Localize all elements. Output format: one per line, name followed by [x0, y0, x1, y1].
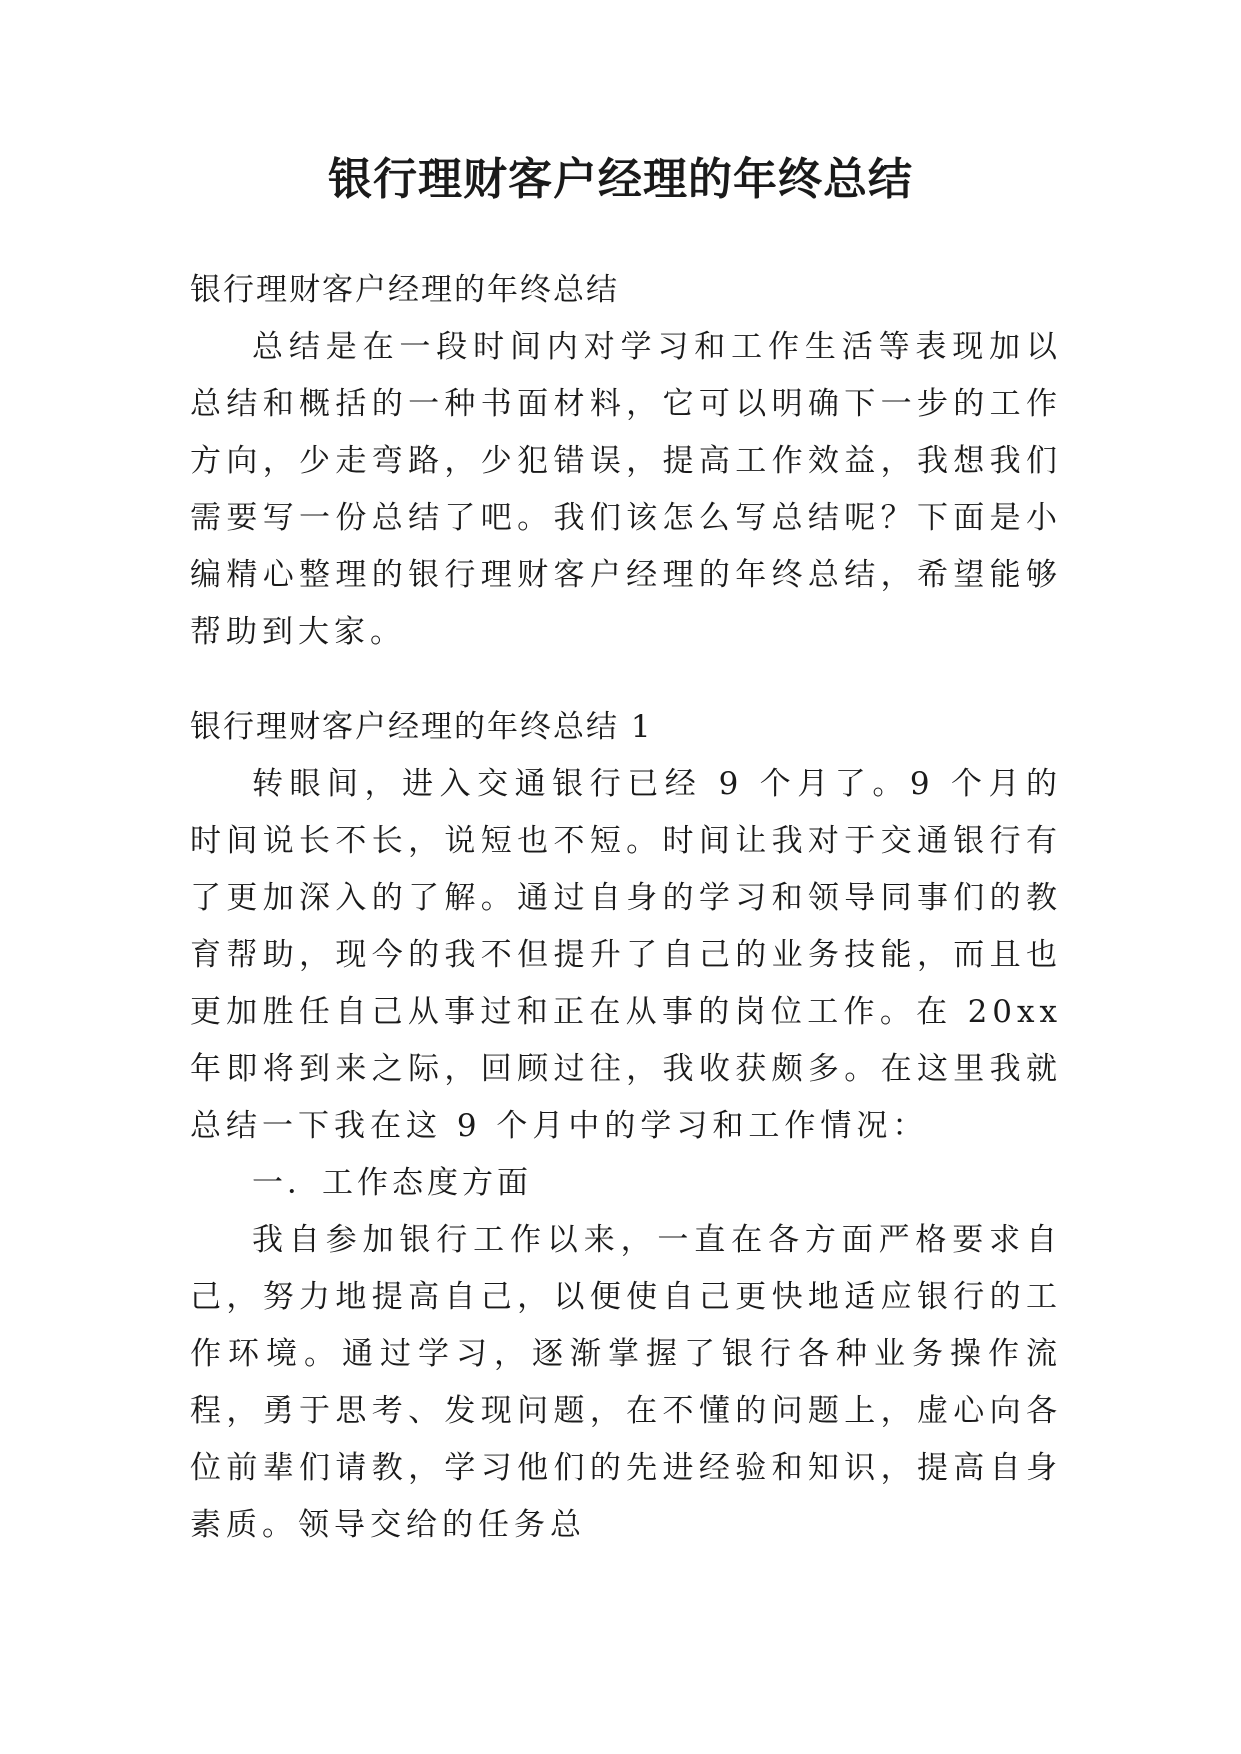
section-1-heading: 银行理财客户经理的年终总结 1 [190, 709, 653, 745]
document-title: 银行理财客户经理的年终总结 [328, 154, 913, 205]
intro-paragraph: 总结是在一段时间内对学习和工作生活等表现加以总结和概括的一种书面材料，它可以明确下一步的工作方向，少走弯路，少犯错误，提高工作效益，我想我们需要写一份总结了吧。我们该怎么写总结呢？下面是小编精心整理的银行理财客户经理的年终总结，希望能够帮助到大家。 [190, 329, 1062, 650]
section-1 [190, 699, 1062, 1554]
intro-heading: 银行理财客户经理的年终总结 [190, 272, 619, 308]
section-1-item-1-heading: 一．工作态度方面 [252, 1165, 532, 1201]
section-1-paragraph-2: 我自参加银行工作以来，一直在各方面严格要求自己，努力地提高自己，以便使自己更快地适应银行的工作环境。通过学习，逐渐掌握了银行各种业务操作流程，勇于思考、发现问题，在不懂的问题上，虚心向各位前辈们请教，学习他们的先进经验和知识，提高自身素质。领导交给的任务总 [190, 1222, 1062, 1543]
section-1-paragraph-1: 转眼间，进入交通银行已经 9 个月了。9 个月的时间说长不长，说短也不短。时间让我对于交通银行有了更加深入的了解。通过自身的学习和领导同事们的教育帮助，现今的我不但提升了自己的业务技能，而且也更加胜任自己从事过和正在从事的岗位工作。在 20xx 年即将到来之际，回顾过往，我收获颇多。在这里我就总结一下我在这 9 个月中的学习和工作情况： [190, 766, 1062, 1144]
intro-section [190, 262, 1062, 661]
